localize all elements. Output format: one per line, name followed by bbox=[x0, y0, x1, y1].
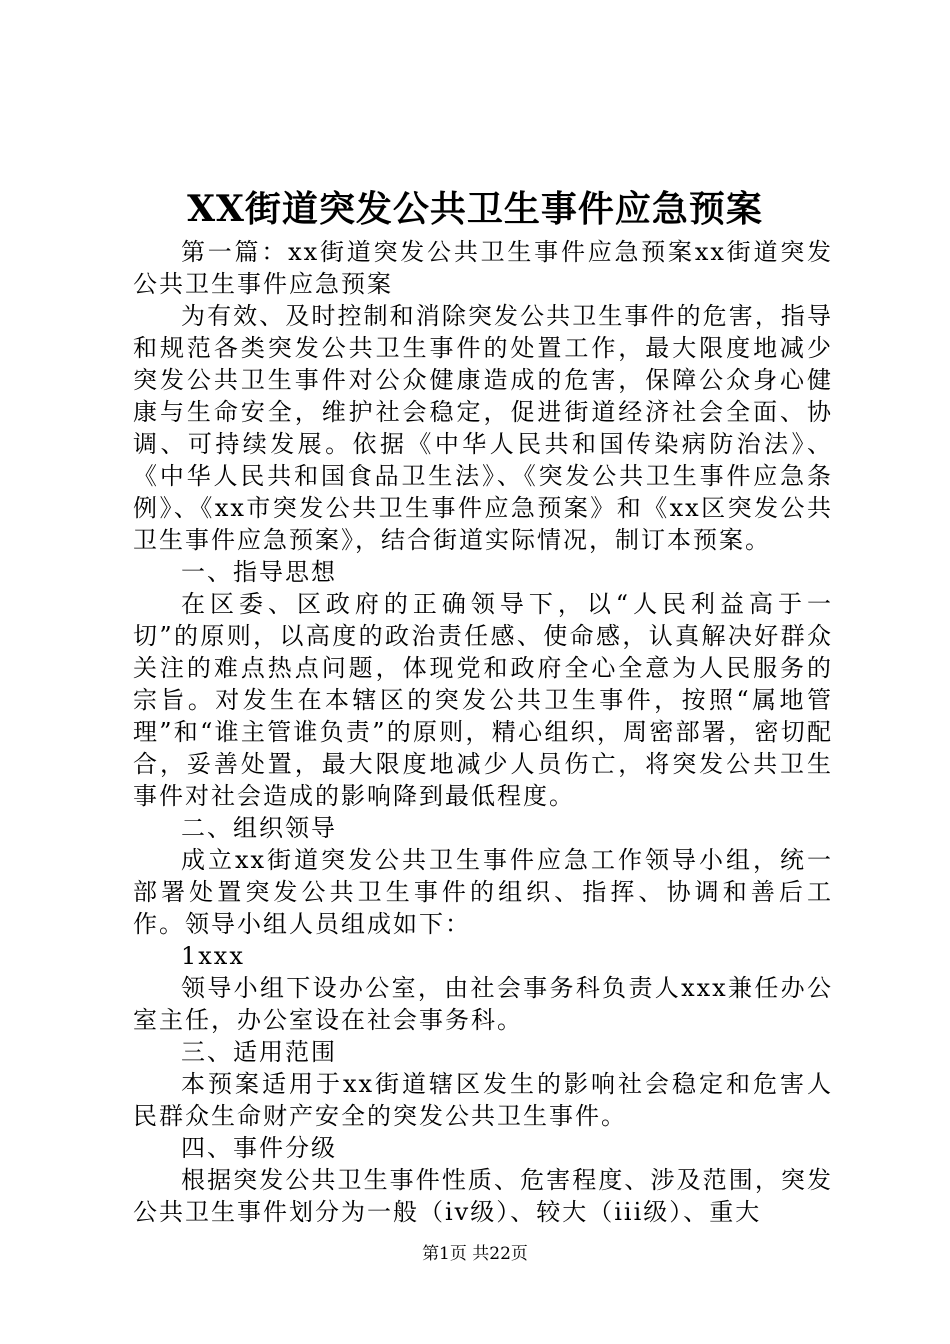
paragraph-intro: 第一篇：xx街道突发公共卫生事件应急预案xx街道突发公共卫生事件应急预案 bbox=[133, 238, 833, 298]
section-heading-guiding-ideology: 一、指导思想 bbox=[181, 558, 337, 586]
paragraph-organization: 成立xx街道突发公共卫生事件应急工作领导小组，统一部署处置突发公共卫生事件的组织、指挥、协调和善后工作。领导小组人员组成如下： bbox=[133, 846, 833, 938]
page-footer: 第1页 共22页 bbox=[422, 1244, 528, 1264]
paragraph-purpose: 为有效、及时控制和消除突发公共卫生事件的危害，指导和规范各类突发公共卫生事件的处置工作，最大限度地减少突发公共卫生事件对公众健康造成的危害，保障公众身心健康与生命安全，维护社会稳定，促进街道经济社会全面、协调、可持续发展。依据《中华人民共和国传染病防治法》、《中华人民共和国食品卫生法》、《突发公共卫生事件应急条例》、《xx市突发公共卫生事件应急预案》和《xx区突发公共卫生事件应急预案》，结合街道实际情况，制订本预案。 bbox=[133, 302, 833, 554]
section-heading-organization: 二、组织领导 bbox=[181, 814, 337, 842]
document-body bbox=[133, 236, 833, 1228]
paragraph-member-list: 1xxx bbox=[181, 942, 245, 970]
paragraph-guiding-ideology: 在区委、区政府的正确领导下，以“人民利益高于一切”的原则，以高度的政治责任感、使命感，认真解决好群众关注的难点热点问题，体现党和政府全心全意为人民服务的宗旨。对发生在本辖区的突发公共卫生事件，按照“属地管理”和“谁主管谁负责”的原则，精心组织，周密部署，密切配合，妥善处置，最大限度地减少人员伤亡，将突发公共卫生事件对社会造成的影响降到最低程度。 bbox=[133, 590, 833, 810]
document-title: XX街道突发公共卫生事件应急预案 bbox=[187, 188, 763, 230]
paragraph-classification: 根据突发公共卫生事件性质、危害程度、涉及范围，突发公共卫生事件划分为一般（iv级）、较大（iii级）、重大 bbox=[133, 1166, 833, 1226]
section-heading-classification: 四、事件分级 bbox=[181, 1134, 337, 1162]
section-heading-scope: 三、适用范围 bbox=[181, 1038, 337, 1066]
paragraph-scope: 本预案适用于xx街道辖区发生的影响社会稳定和危害人民群众生命财产安全的突发公共卫生事件。 bbox=[133, 1070, 833, 1130]
paragraph-office: 领导小组下设办公室，由社会事务科负责人xxx兼任办公室主任，办公室设在社会事务科。 bbox=[133, 974, 833, 1034]
